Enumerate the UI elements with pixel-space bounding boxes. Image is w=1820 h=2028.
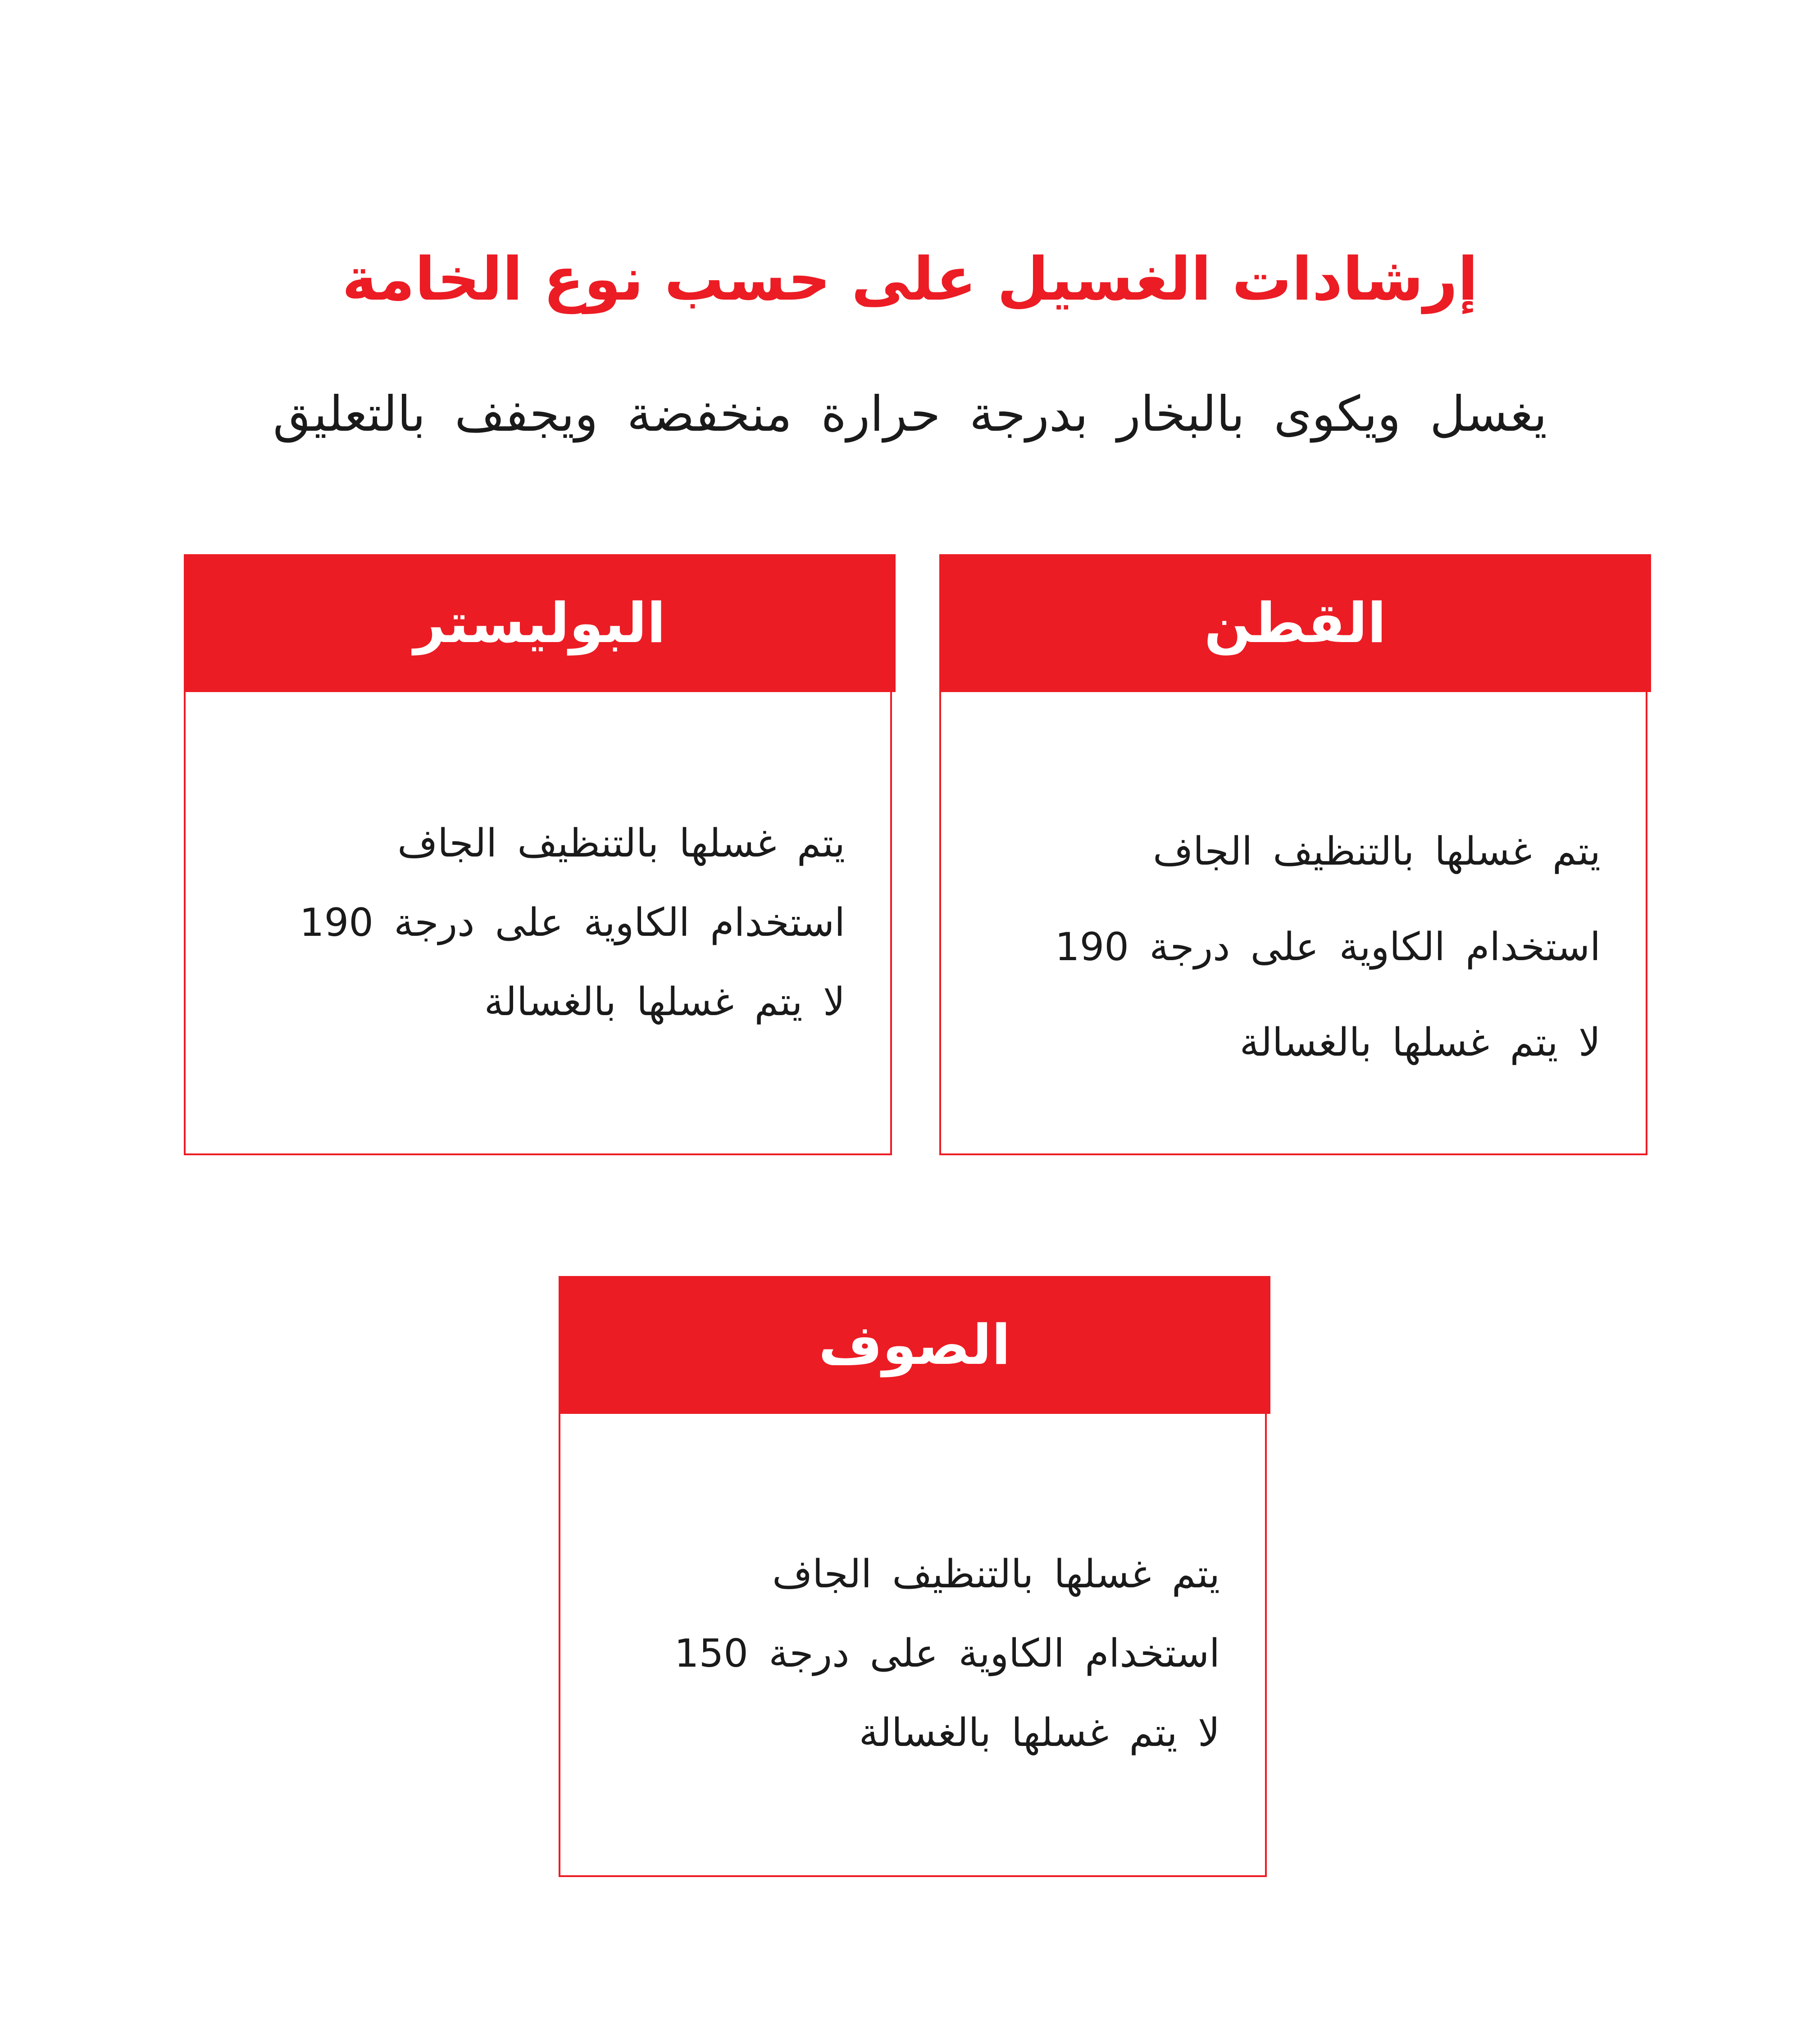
page-subtitle: يغسل ويكوى بالبخار بدرجة حرارة منخفضة ويجفف بالتعليق: [273, 386, 1547, 442]
card-header-wool: [559, 1276, 1270, 1414]
card-cotton: [939, 554, 1647, 1155]
card-body-polyester: [214, 804, 845, 1042]
instruction-dry-clean: يتم غسلها بالتنظيف الجاف: [772, 1552, 1220, 1597]
instruction-no-machine-wash: لا يتم غسلها بالغسالة: [484, 980, 845, 1025]
page-title: إرشادات الغسيل على حسب نوع الخامة: [342, 245, 1478, 314]
card-title-polyester: البوليستر: [414, 591, 666, 655]
card-body-cotton: [970, 804, 1601, 1090]
instruction-iron-temperature: استخدام الكاوية على درجة 150: [674, 1631, 1220, 1676]
instruction-iron-temperature: استخدام الكاوية على درجة 190: [1055, 925, 1601, 970]
instruction-no-machine-wash: لا يتم غسلها بالغسالة: [859, 1710, 1220, 1755]
instruction-dry-clean: يتم غسلها بالتنظيف الجاف: [1153, 829, 1601, 874]
card-header-cotton: [939, 554, 1651, 692]
card-title-cotton: القطن: [1204, 591, 1387, 655]
instruction-iron-temperature: استخدام الكاوية على درجة 190: [299, 900, 845, 945]
card-body-wool: [589, 1535, 1220, 1773]
card-title-wool: الصوف: [818, 1313, 1011, 1377]
card-wool: [559, 1276, 1267, 1877]
card-header-polyester: [184, 554, 896, 692]
instruction-no-machine-wash: لا يتم غسلها بالغسالة: [1239, 1020, 1601, 1065]
instruction-dry-clean: يتم غسلها بالتنظيف الجاف: [397, 821, 845, 866]
card-polyester: [184, 554, 892, 1155]
